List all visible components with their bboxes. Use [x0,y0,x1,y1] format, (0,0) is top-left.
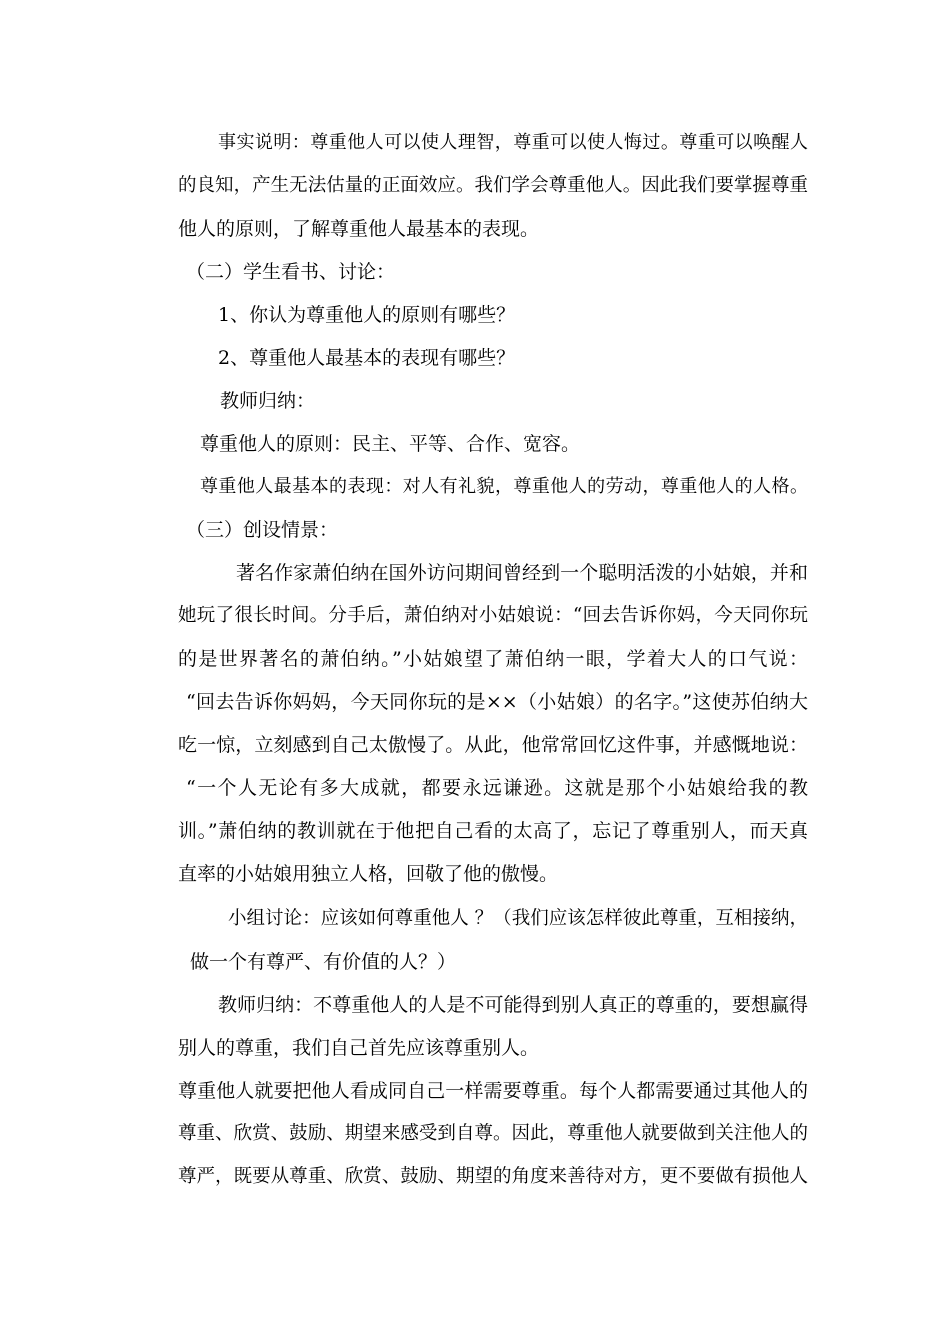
text-line: 尊严，既要从尊重、欣赏、鼓励、期望的角度来善待对方，更不要做有损他人 [178,1166,808,1187]
text-line: 的是世界著名的萧伯纳。”小姑娘望了萧伯纳一眼，学着大人的口气说： [178,648,808,670]
text-line: 他人的原则，了解尊重他人最基本的表现。 [178,218,540,240]
text-line: 直率的小姑娘用独立人格，回敬了他的傲慢。 [178,863,559,885]
text-line: “回去告诉你妈妈，今天同你玩的是××（小姑娘）的名字。”这使苏伯纳大 [186,691,808,713]
text-line: 的良知，产生无法估量的正面效应。我们学会尊重他人。因此我们要掌握尊重 [178,175,808,196]
text-line: 事实说明：尊重他人可以使人理智，尊重可以使人悔过。尊重可以唤醒人 [218,132,808,153]
text-line: 尊重他人最基本的表现：对人有礼貌，尊重他人的劳动，尊重他人的人格。 [200,476,808,497]
text-line: 她玩了很长时间。分手后，萧伯纳对小姑娘说：“回去告诉你妈，今天同你玩 [178,605,808,626]
text-line: 著名作家萧伯纳在国外访问期间曾经到一个聪明活泼的小姑娘，并和 [236,562,808,584]
list-item: 1、你认为尊重他人的原则有哪些？ [218,304,516,326]
section-heading: （三）创设情景： [186,519,339,541]
text-line: 别人的尊重，我们自己首先应该尊重别人。 [178,1037,540,1059]
text-line: “一个人无论有多大成就，都要永远谦逊。这就是那个小姑娘给我的教 [186,777,808,799]
text-line: 小组讨论：应该如何尊重他人 ？（我们应该怎样彼此尊重，互相接纳， [228,908,808,929]
text-line: 尊重他人的原则：民主、平等、合作、宽容。 [200,433,581,455]
text-line: 吃一惊，立刻感到自己太傲慢了。从此，他常常回忆这件事，并感慨地说： [178,734,808,756]
text-line: 教师归纳：不尊重他人的人是不可能得到别人真正的尊重的，要想赢得 [218,994,808,1016]
text-line: 训。”萧伯纳的教训就在于他把自己看的太高了，忘记了尊重别人，而天真 [178,820,808,842]
list-item: 2、尊重他人最基本的表现有哪些？ [218,347,516,369]
text-line: 做一个有尊严、有价值的人？） [190,951,457,973]
text-line: 尊重他人就要把他人看成同自己一样需要尊重。每个人都需要通过其他人的 [178,1080,808,1102]
section-heading: （二）学生看书、讨论： [186,261,396,283]
text-line: 尊重、欣赏、鼓励、期望来感受到自尊。因此，尊重他人就要做到关注他人的 [178,1123,808,1144]
text-line: 教师归纳： [220,390,316,412]
